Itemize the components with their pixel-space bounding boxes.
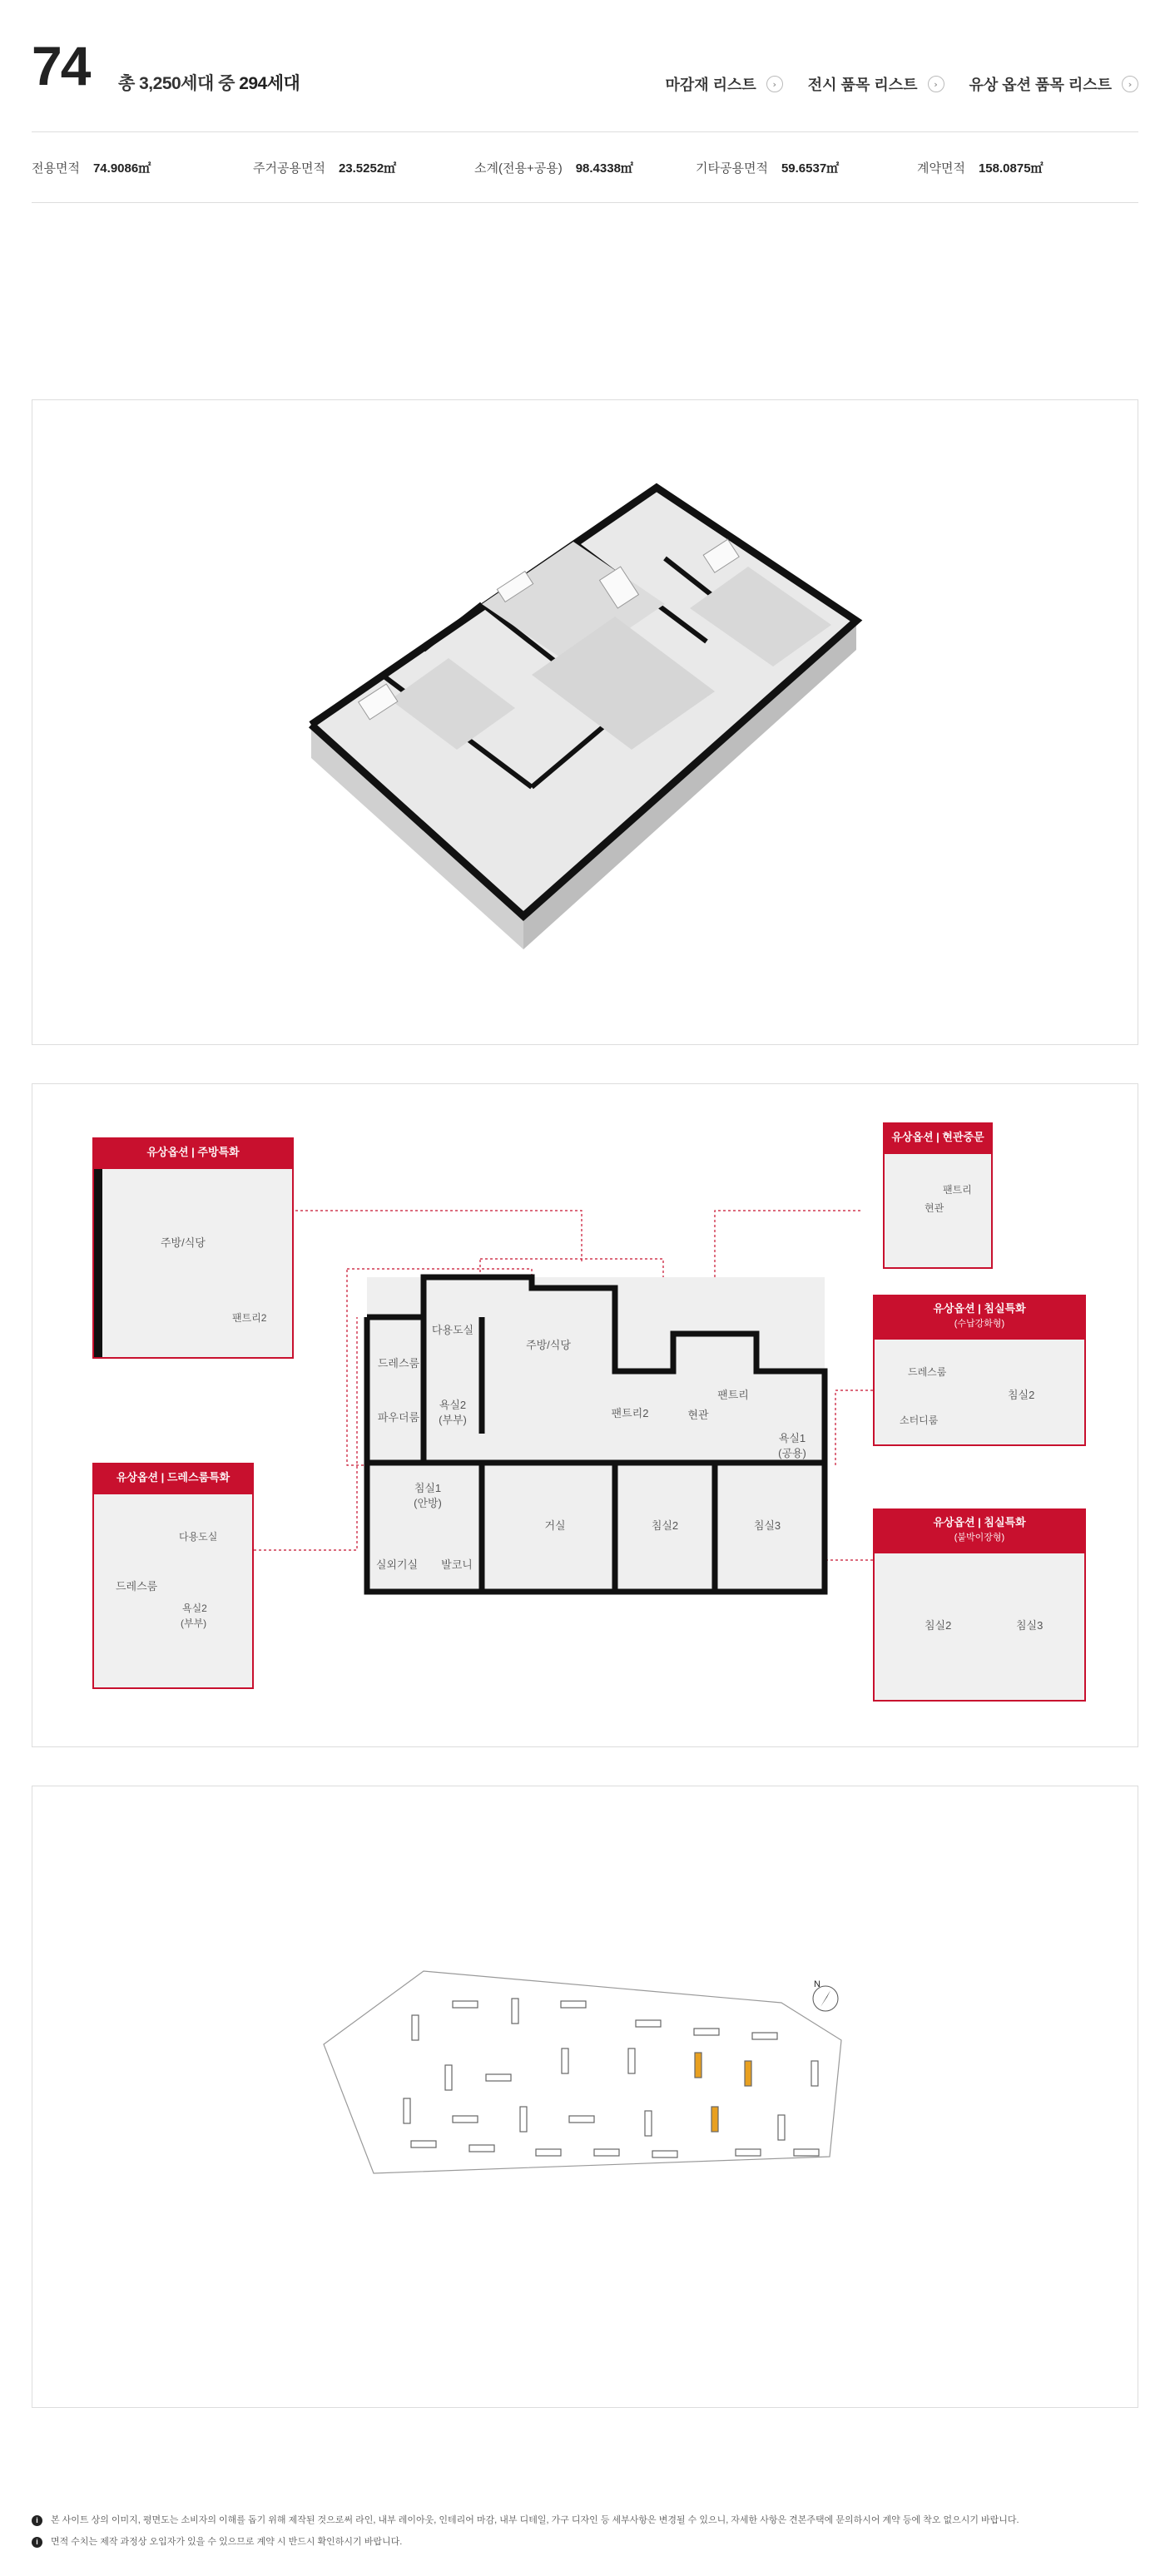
building (745, 2061, 751, 2086)
area-value: 158.0875㎡ (978, 161, 1044, 176)
list-links (665, 73, 1138, 95)
plan-label-powder: 파우더룸 (377, 1411, 420, 1424)
bed-storage-bed2: 침실2 (1008, 1389, 1035, 1401)
chevron-right-circle-icon: › (766, 76, 783, 92)
dress-option-room: 드레스룸 (116, 1580, 158, 1593)
plan-label-multi: 다용도실 (431, 1324, 474, 1336)
plan-label-bed2: 침실2 (651, 1519, 679, 1532)
bed-wall-option-box (873, 1552, 1086, 1702)
footer-note (32, 2531, 1138, 2553)
plan-label-bed3: 침실3 (753, 1519, 781, 1532)
paid-option-list-label: 유상 옵션 품목 리스트 (969, 77, 1112, 93)
building (486, 2074, 511, 2081)
entrance-option-title: 유상옵션 | 현관중문 (883, 1122, 993, 1152)
area-summary (32, 131, 1138, 203)
building (404, 2098, 410, 2123)
footer-note-text: 면적 수치는 제작 과정상 오입자가 있을 수 있으므로 계약 시 반드시 확인하시기 바랍니다. (51, 2537, 403, 2547)
area-value: 98.4338㎡ (575, 161, 633, 176)
bed-storage-study: 소터디룸 (900, 1414, 939, 1426)
building (561, 2001, 586, 2008)
unit-count (118, 70, 300, 95)
area-residential-common (253, 159, 474, 176)
plan-label-bed1-sub: (안방) (414, 1497, 442, 1509)
building (794, 2149, 819, 2156)
plan-label-dress: 드레스룸 (377, 1357, 420, 1370)
area-label: 기타공용면적 (696, 161, 768, 176)
paid-option-list-link[interactable] (969, 73, 1139, 95)
plan-label-bath1: 욕실1 (778, 1432, 806, 1444)
plan-label-pantry1: 팬트리 (717, 1389, 749, 1401)
building (569, 2116, 594, 2123)
compass-label: N (814, 1979, 820, 1989)
bed-wall-bed3: 침실3 (1016, 1619, 1044, 1632)
unit-count-prefix: 총 3,250세대 중 (118, 74, 240, 93)
area-value: 23.5252㎡ (338, 161, 397, 176)
kitchen-option-title: 유상옵션 | 주방특화 (92, 1137, 294, 1167)
footer-note-text: 본 사이트 상의 이미지, 평면도는 소비자의 이해를 돕기 위해 제작된 것으로써 라인, 내부 레이아웃, 인테리어 마감, 내부 디테일, 가구 디자인 등 세부사항은 변경될 수 있으니, 자세한 사항은 견본주택에 문의하시어 계약 등에 착오 없으시기 바랍니다. (51, 2515, 1019, 2525)
entrance-option-pantry: 팬트리 (943, 1184, 972, 1196)
building (636, 2020, 661, 2027)
plan-label-entrance: 현관 (687, 1409, 709, 1421)
kitchen-option-box (92, 1167, 294, 1359)
building (695, 2053, 701, 2078)
exhibit-list-link[interactable] (808, 73, 944, 95)
plan-label-living: 거실 (544, 1519, 566, 1532)
entrance-option-room: 현관 (925, 1202, 944, 1214)
building (562, 2048, 568, 2073)
area-label: 소계(전용+공용) (474, 161, 563, 176)
exhibit-list-label: 전시 품목 리스트 (807, 77, 918, 93)
bed-wall-bed2: 침실2 (925, 1619, 952, 1632)
building (412, 2015, 419, 2040)
finish-list-link[interactable] (665, 73, 782, 95)
area-label: 주거공용면적 (253, 161, 325, 176)
plan-label-pantry2: 팬트리2 (611, 1407, 649, 1419)
area-exclusive (32, 159, 253, 176)
building (652, 2151, 677, 2157)
plan-label-balcony: 발코니 (441, 1558, 473, 1571)
building (752, 2033, 777, 2039)
plan-label-bath2-sub: (부부) (439, 1414, 467, 1426)
kitchen-option-pantry: 팬트리2 (232, 1312, 267, 1324)
building (645, 2111, 652, 2136)
building (536, 2149, 561, 2156)
building (512, 1999, 518, 2024)
bed-wall-option-title (873, 1508, 1086, 1552)
info-icon: i (32, 2515, 42, 2526)
bed-storage-option-title-text: 유상옵션 | 침실특화 (933, 1302, 1026, 1315)
building (811, 2061, 818, 2086)
building (453, 2001, 478, 2008)
finish-list-label: 마감재 리스트 (665, 77, 756, 93)
unit-number: 74 (32, 35, 90, 97)
unit-count-bold: 294세대 (239, 74, 300, 93)
chevron-right-circle-icon: › (928, 76, 944, 92)
bed-storage-dress: 드레스룸 (908, 1366, 947, 1378)
plan-label-bath1-sub: (공용) (778, 1447, 806, 1459)
footer-notes (32, 2509, 1138, 2553)
plan-label-outdoor: 실외기실 (375, 1558, 419, 1571)
dress-option-bath-sub: (부부) (181, 1617, 207, 1629)
option-plan-panel (32, 1083, 1138, 1747)
building (520, 2107, 527, 2132)
dress-option-title: 유상옵션 | 드레스룸특화 (92, 1463, 254, 1493)
area-other-common (696, 159, 917, 176)
bed-wall-option-sub: (붙박이장형) (954, 1533, 1005, 1543)
building (411, 2141, 436, 2147)
building (736, 2149, 761, 2156)
plan-label-kitchen: 주방/식당 (526, 1339, 571, 1351)
site-map-panel (32, 1786, 1138, 2408)
chevron-right-circle-icon: › (1122, 76, 1138, 92)
building (694, 2029, 719, 2035)
building (778, 2115, 785, 2140)
kitchen-option-room: 주방/식당 (161, 1236, 206, 1249)
building (711, 2107, 718, 2132)
kitchen-option-wall (94, 1169, 102, 1357)
building (628, 2048, 635, 2073)
area-value: 74.9086㎡ (92, 161, 151, 176)
building (445, 2065, 452, 2090)
bed-storage-option-sub: (수납강화형) (954, 1319, 1005, 1329)
isometric-plan-panel (32, 399, 1138, 1045)
area-label: 계약면적 (917, 161, 965, 176)
building (594, 2149, 619, 2156)
building (453, 2116, 478, 2123)
bed-wall-option-title-text: 유상옵션 | 침실특화 (933, 1516, 1026, 1528)
dress-option-box (92, 1493, 254, 1689)
area-subtotal (474, 159, 696, 176)
footer-note (32, 2509, 1138, 2531)
site-map-svg (32, 1786, 1139, 2409)
dress-option-bath: 욕실2 (182, 1603, 207, 1614)
entrance-option-box (883, 1152, 993, 1269)
area-value: 59.6537㎡ (781, 161, 840, 176)
unit-header (32, 37, 1138, 95)
isometric-plan-image (32, 400, 1139, 1046)
plan-label-bed1: 침실1 (414, 1482, 442, 1494)
bed-storage-option-title (873, 1295, 1086, 1338)
info-icon: i (32, 2537, 42, 2548)
building (469, 2145, 494, 2152)
compass-icon (813, 1979, 838, 2011)
dress-option-multi: 다용도실 (179, 1531, 218, 1543)
area-contract (917, 159, 1138, 176)
plan-label-bath2: 욕실2 (439, 1399, 467, 1411)
bed-storage-option-box (873, 1338, 1086, 1446)
area-label: 전용면적 (32, 161, 80, 176)
